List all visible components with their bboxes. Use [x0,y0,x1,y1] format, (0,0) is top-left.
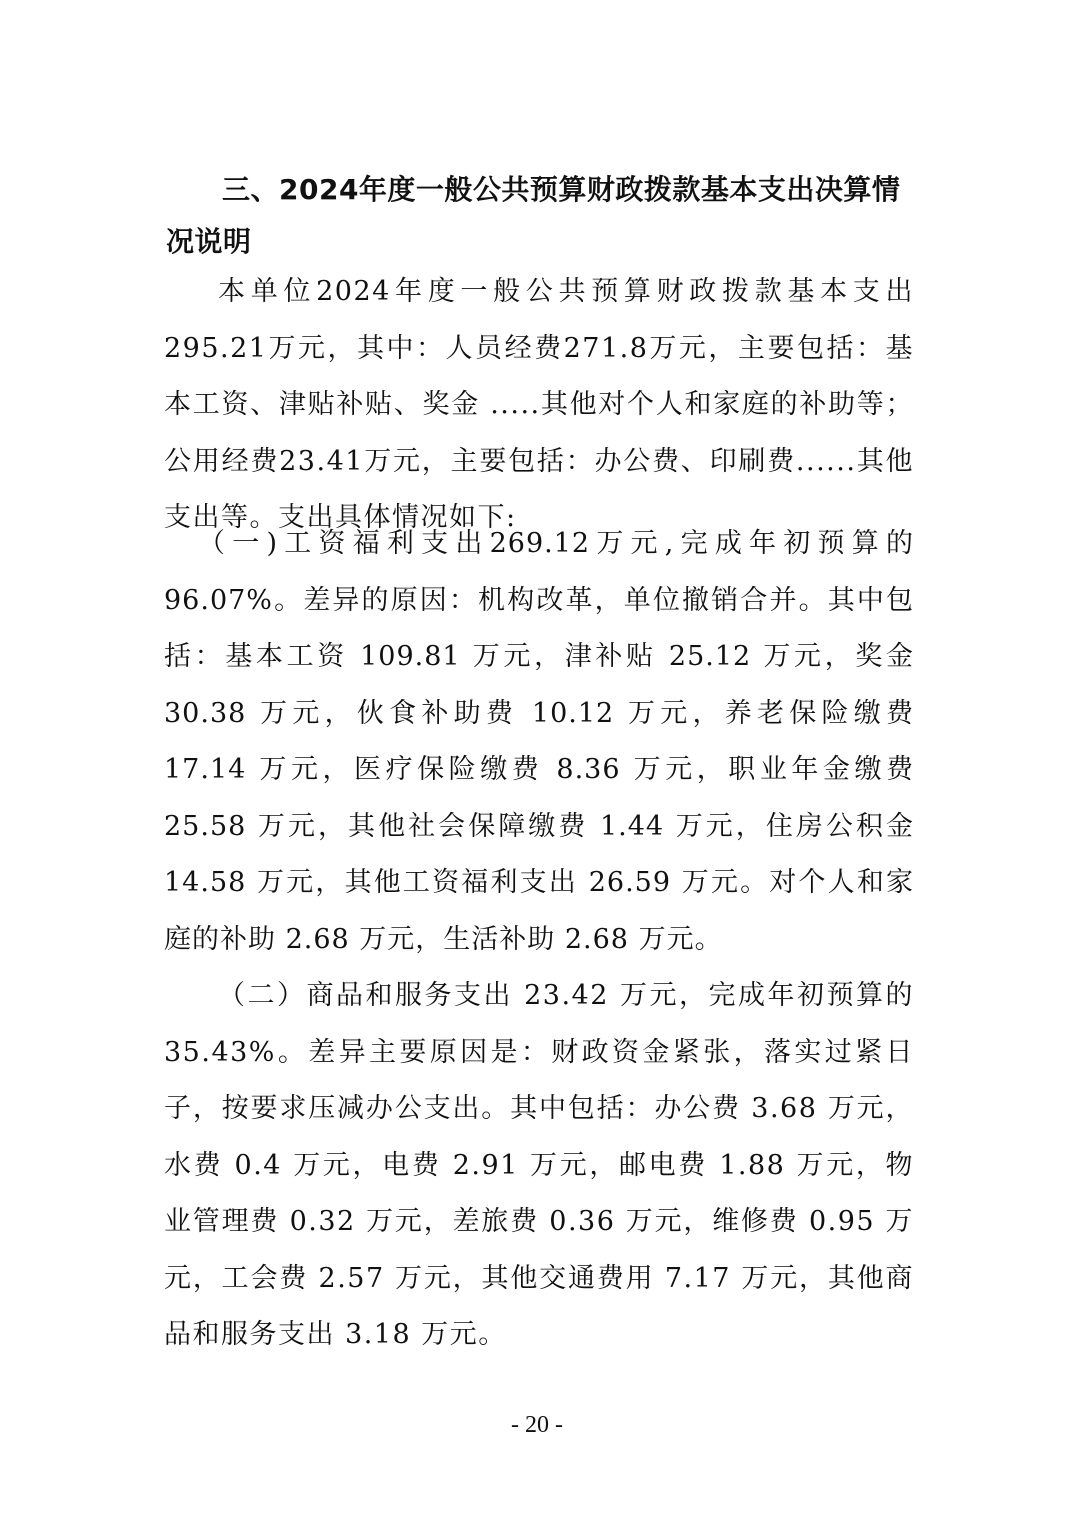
section-heading: 三、2024年度一般公共预算财政拨款基本支出决算情况说明 [166,173,901,258]
paragraph-salary-welfare-expenditure: （一)工资福利支出269.12万元,完成年初预算的96.07%。差异的原因：机构改革，单位撤销合并。其中包括：基本工资 109.81 万元，津补贴 25.12 万元，奖金 30.38 万元，伙食补助费 10.12 万元，养老保险缴费 17.14 万元，医疗保险缴费 8.36 万元，职业年金缴费 25.58 万元，其他社会保障缴费 1.44 万元，住房公积金 14.58 万元，其他工资福利支出 26.59 万元。对个人和家庭的补助 2.68 万元，生活补助 2.68 万元。 [164,528,914,955]
paragraph-goods-services-expenditure: （二）商品和服务支出 23.42 万元，完成年初预算的 35.43%。差异主要原因是：财政资金紧张，落实过紧日子，按要求压减办公支出。其中包括：办公费 3.68 万元，水费 0.4 万元，电费 2.91 万元，邮电费 1.88 万元，物业管理费 0.32 万元，差旅费 0.36 万元，维修费 0.95 万元，工会费 2.57 万元，其他交通费用 7.17 万元，其他商品和服务支出 3.18 万元。 [164,980,914,1350]
page-number: - 20 - [511,1412,563,1438]
paragraph-basic-expenditure-summary: 本单位2024年度一般公共预算财政拨款基本支出295.21万元，其中：人员经费271.8万元，主要包括：基本工资、津贴补贴、奖金 .....其他对个人和家庭的补助等；公用经费23.41万元，主要包括：办公费、印刷费......其他支出等。支出具体情况如下: [164,276,914,533]
